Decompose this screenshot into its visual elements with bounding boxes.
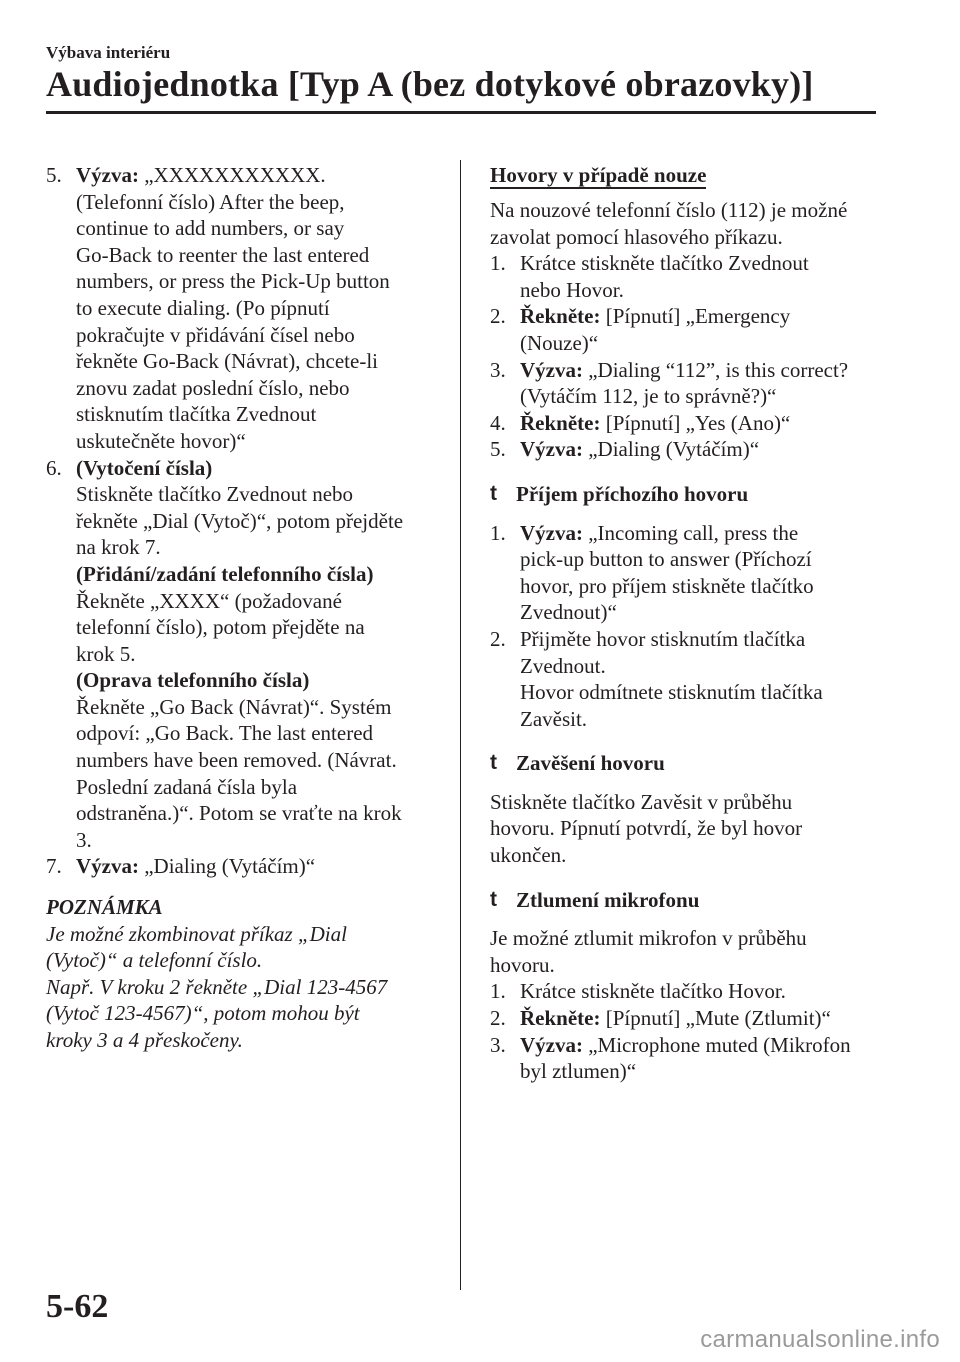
mute-step-2: [490, 1005, 890, 1032]
line: pick-up button to answer (Příchozí: [520, 547, 812, 572]
step-number: 5.: [490, 437, 506, 462]
incoming-step-1: [490, 520, 890, 626]
mute-step-1: [490, 978, 890, 1005]
title-rule: [46, 111, 876, 114]
note-line: kroky 3 a 4 přeskočeny.: [46, 1028, 243, 1052]
step-number: 7.: [46, 854, 62, 879]
line: Stiskněte tlačítko Zavěsit v průběhu: [490, 789, 793, 814]
line: uskutečněte hovor)“: [76, 428, 246, 453]
line: telefonní číslo), potom přejděte na: [76, 615, 365, 640]
line: Zavěsit.: [520, 706, 588, 731]
step-number: 2.: [490, 1006, 506, 1031]
page-number: 5-62: [46, 1288, 109, 1325]
step-body: [520, 357, 890, 410]
line: odstraněna.)“. Potom se vraťte na krok: [76, 801, 402, 826]
emergency-step-1: [490, 250, 890, 303]
step-body: [520, 1032, 890, 1085]
emergency-step-3: [490, 357, 890, 410]
line: Na nouzové telefonní číslo (112) je možné: [490, 198, 848, 222]
line: Hovor odmítnete stisknutím tlačítka: [520, 680, 823, 705]
step-number: 1.: [490, 979, 506, 1004]
step-label: Výzva:: [520, 1032, 583, 1057]
note-line: Např. V kroku 2 řekněte „Dial 123-4567: [46, 974, 388, 999]
step-5: [46, 162, 436, 455]
emergency-step-4: [490, 410, 890, 437]
step-body: [520, 303, 890, 356]
line: Krátce stiskněte tlačítko Hovor.: [520, 979, 786, 1004]
line: na krok 7.: [76, 535, 161, 560]
line: odpoví: „Go Back. The last entered: [76, 721, 374, 746]
mute-heading: [490, 887, 890, 914]
incoming-step-2: [490, 626, 890, 732]
bullet-icon: t: [490, 481, 497, 505]
mute-step-3: [490, 1032, 890, 1085]
step-body: [520, 436, 890, 463]
line: znovu zadat poslední číslo, nebo: [76, 375, 350, 400]
step-7: [46, 853, 436, 880]
line: hovoru. Pípnutí potvrdí, že byl hovor: [490, 816, 803, 841]
line: pokračujte v přidávání čísel nebo: [76, 322, 355, 347]
step-label: Výzva:: [76, 163, 139, 187]
line: řekněte Go-Back (Návrat), chcete-li: [76, 349, 378, 374]
line: Řekněte „Go Back (Návrat)“. Systém: [76, 694, 392, 719]
line: (Vytáčím 112, je to správně?)“: [520, 384, 777, 409]
line: [Pípnutí] „Yes (Ano)“: [605, 410, 791, 435]
right-column: [490, 162, 890, 1085]
line: hovoru.: [490, 952, 555, 977]
line: [Pípnutí] „Mute (Ztlumit)“: [605, 1006, 831, 1031]
step-number: 3.: [490, 357, 506, 382]
subhead-text: Příjem příchozího hovoru: [516, 481, 749, 506]
mute-intro: [490, 925, 890, 978]
step-label: Řekněte:: [520, 1006, 601, 1031]
line: continue to add numbers, or say: [76, 216, 345, 241]
step-label: Výzva:: [76, 854, 139, 879]
line: „XXXXXXXXXXX.: [144, 163, 326, 187]
line: to execute dialing. (Po pípnutí: [76, 295, 330, 320]
note-line: Je možné zkombinovat příkaz „Dial: [46, 921, 347, 946]
line: numbers have been removed. (Návrat.: [76, 748, 397, 773]
note-box: [46, 894, 436, 1054]
line: „Microphone muted (Mikrofon: [588, 1032, 851, 1057]
hangup-text: [490, 789, 890, 869]
step-6: [46, 455, 436, 854]
section-label: Výbava interiéru: [46, 43, 171, 62]
line: ukončen.: [490, 843, 567, 868]
line: Krátce stiskněte tlačítko Zvednout: [520, 251, 809, 276]
line: krok 5.: [76, 641, 136, 666]
emergency-intro: [490, 197, 890, 250]
line: řekněte „Dial (Vytoč)“, potom přejděte: [76, 508, 404, 533]
line: Je možné ztlumit mikrofon v průběhu: [490, 926, 807, 951]
left-column: [46, 162, 436, 1054]
step-number: 4.: [490, 410, 506, 435]
line: Stiskněte tlačítko Zvednout nebo: [76, 482, 354, 507]
step-label: Řekněte:: [520, 304, 601, 329]
note-line: (Vytoč 123-4567)“, potom mohou být: [46, 1001, 360, 1026]
note-line: (Vytoč)“ a telefonní číslo.: [46, 948, 263, 973]
step-body: [76, 853, 436, 880]
line: [Pípnutí] „Emergency: [605, 304, 791, 329]
sub-heading: (Přidání/zadání telefonního čísla): [76, 561, 374, 586]
step-body: [520, 410, 890, 437]
line: (Nouze)“: [520, 330, 599, 355]
bullet-icon: t: [490, 887, 497, 911]
step-number: 6.: [46, 455, 62, 480]
step-number: 1.: [490, 251, 506, 276]
step-body: [520, 1005, 890, 1032]
incoming-heading: [490, 481, 890, 508]
line: „Dialing “112”, is this correct?: [588, 357, 849, 382]
step-body: [520, 978, 890, 1005]
column-divider: [460, 160, 461, 1290]
line: 3.: [76, 827, 92, 852]
sub-heading: (Oprava telefonního čísla): [76, 668, 310, 693]
emergency-step-2: [490, 303, 890, 356]
line: Zvednout)“: [520, 600, 617, 625]
line: „Incoming call, press the: [588, 520, 799, 545]
line: byl ztlumen)“: [520, 1059, 637, 1084]
step-label: Výzva:: [520, 520, 583, 545]
step-number: 3.: [490, 1032, 506, 1057]
step-body: [520, 626, 890, 732]
line: Poslední zadaná čísla byla: [76, 774, 298, 799]
watermark: carmanualsonline.info: [700, 1326, 940, 1353]
step-body: [76, 455, 436, 854]
step-number: 2.: [490, 626, 506, 651]
step-body: [520, 520, 890, 626]
hangup-heading: [490, 750, 890, 777]
line: stisknutím tlačítka Zvednout: [76, 402, 317, 427]
bullet-icon: t: [490, 751, 497, 775]
note-title: POZNÁMKA: [46, 895, 163, 920]
step-label: Řekněte:: [520, 410, 601, 435]
sub-heading: (Vytočení čísla): [76, 455, 213, 480]
step-body: [520, 250, 890, 303]
step-number: 1.: [490, 520, 506, 545]
step-number: 5.: [46, 163, 62, 187]
subhead-text: Ztlumení mikrofonu: [516, 887, 700, 912]
line: Zvednout.: [520, 653, 606, 678]
line: Řekněte „XXXX“ (požadované: [76, 588, 342, 613]
line: Přijměte hovor stisknutím tlačítka: [520, 626, 806, 651]
step-body: [76, 162, 436, 455]
step-label: Výzva:: [520, 437, 583, 462]
emergency-step-5: [490, 436, 890, 463]
line: „Dialing (Vytáčím)“: [588, 437, 760, 462]
step-label: Výzva:: [520, 357, 583, 382]
line: (Telefonní číslo) After the beep,: [76, 189, 345, 214]
line: Go-Back to reenter the last entered: [76, 242, 370, 267]
emergency-heading: Hovory v případě nouze: [490, 163, 707, 187]
line: zavolat pomocí hlasového příkazu.: [490, 224, 783, 249]
line: nebo Hovor.: [520, 277, 624, 302]
subhead-text: Zavěšení hovoru: [516, 751, 665, 776]
line: hovor, pro příjem stiskněte tlačítko: [520, 573, 814, 598]
line: numbers, or press the Pick-Up button: [76, 269, 390, 294]
line: „Dialing (Vytáčím)“: [144, 854, 316, 879]
step-number: 2.: [490, 304, 506, 329]
page-title: Audiojednotka [Typ A (bez dotykové obrazovky)]: [46, 64, 814, 104]
